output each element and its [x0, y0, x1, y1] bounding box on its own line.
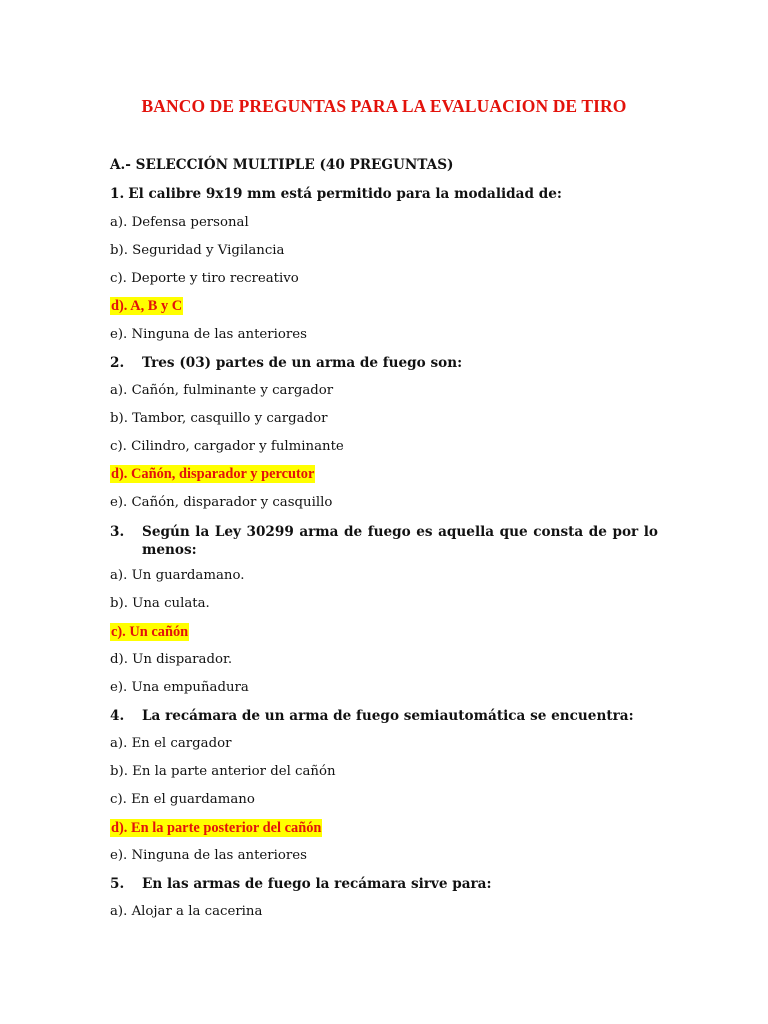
option-4e: e). Ninguna de las anteriores [110, 848, 307, 863]
answer-highlight: d). A, B y C [111, 298, 183, 314]
question-text: El calibre 9x19 mm está permitido para la modalidad de: [128, 186, 562, 202]
answer-highlight: d). Cañón, disparador y percutor [111, 466, 315, 482]
option-4c: c). En el guardamano [110, 792, 255, 807]
option-2d-correct-answer [110, 466, 315, 483]
question-5 [110, 876, 492, 892]
question-number: 1. [110, 186, 125, 202]
option-4b: b). En la parte anterior del cañón [110, 764, 336, 779]
option-1b: b). Seguridad y Vigilancia [110, 243, 285, 258]
question-text-line-2: menos: [142, 542, 197, 558]
question-text: La recámara de un arma de fuego semiautomática se encuentra: [142, 708, 634, 724]
option-1d-correct-answer [110, 298, 183, 315]
option-2c: c). Cilindro, cargador y fulminante [110, 439, 344, 454]
question-number: 3. [110, 524, 125, 540]
option-1a: a). Defensa personal [110, 215, 249, 230]
option-2a: a). Cañón, fulminante y cargador [110, 383, 334, 398]
answer-highlight: d). En la parte posterior del cañón [111, 820, 322, 836]
question-text [142, 523, 658, 559]
option-3e: e). Una empuñadura [110, 680, 249, 695]
answer-highlight: c). Un cañón [111, 624, 189, 640]
option-3c-correct-answer [110, 624, 189, 641]
option-2e: e). Cañón, disparador y casquillo [110, 495, 333, 510]
option-2b: b). Tambor, casquillo y cargador [110, 411, 328, 426]
option-3a: a). Un guardamano. [110, 568, 245, 583]
question-number: 4. [110, 708, 125, 724]
option-4d-correct-answer [110, 820, 322, 837]
option-3b: b). Una culata. [110, 596, 210, 611]
option-1e: e). Ninguna de las anteriores [110, 327, 307, 342]
question-number: 5. [110, 876, 125, 892]
question-number: 2. [110, 355, 125, 371]
document-title: BANCO DE PREGUNTAS PARA LA EVALUACION DE TIRO [141, 96, 627, 116]
option-4a: a). En el cargador [110, 736, 232, 751]
section-heading: A.- SELECCIÓN MULTIPLE (40 PREGUNTAS) [110, 157, 454, 173]
question-2 [110, 355, 462, 371]
question-4 [110, 708, 634, 724]
option-1c: c). Deporte y tiro recreativo [110, 271, 299, 286]
option-3d: d). Un disparador. [110, 652, 233, 667]
question-text: En las armas de fuego la recámara sirve para: [142, 876, 492, 892]
option-5a: a). Alojar a la cacerina [110, 904, 263, 919]
question-1 [110, 186, 562, 202]
question-3 [110, 523, 658, 559]
question-text: Tres (03) partes de un arma de fuego son: [142, 355, 463, 371]
question-text-line-1: Según la Ley 30299 arma de fuego es aquella que consta de por lo [142, 524, 658, 540]
